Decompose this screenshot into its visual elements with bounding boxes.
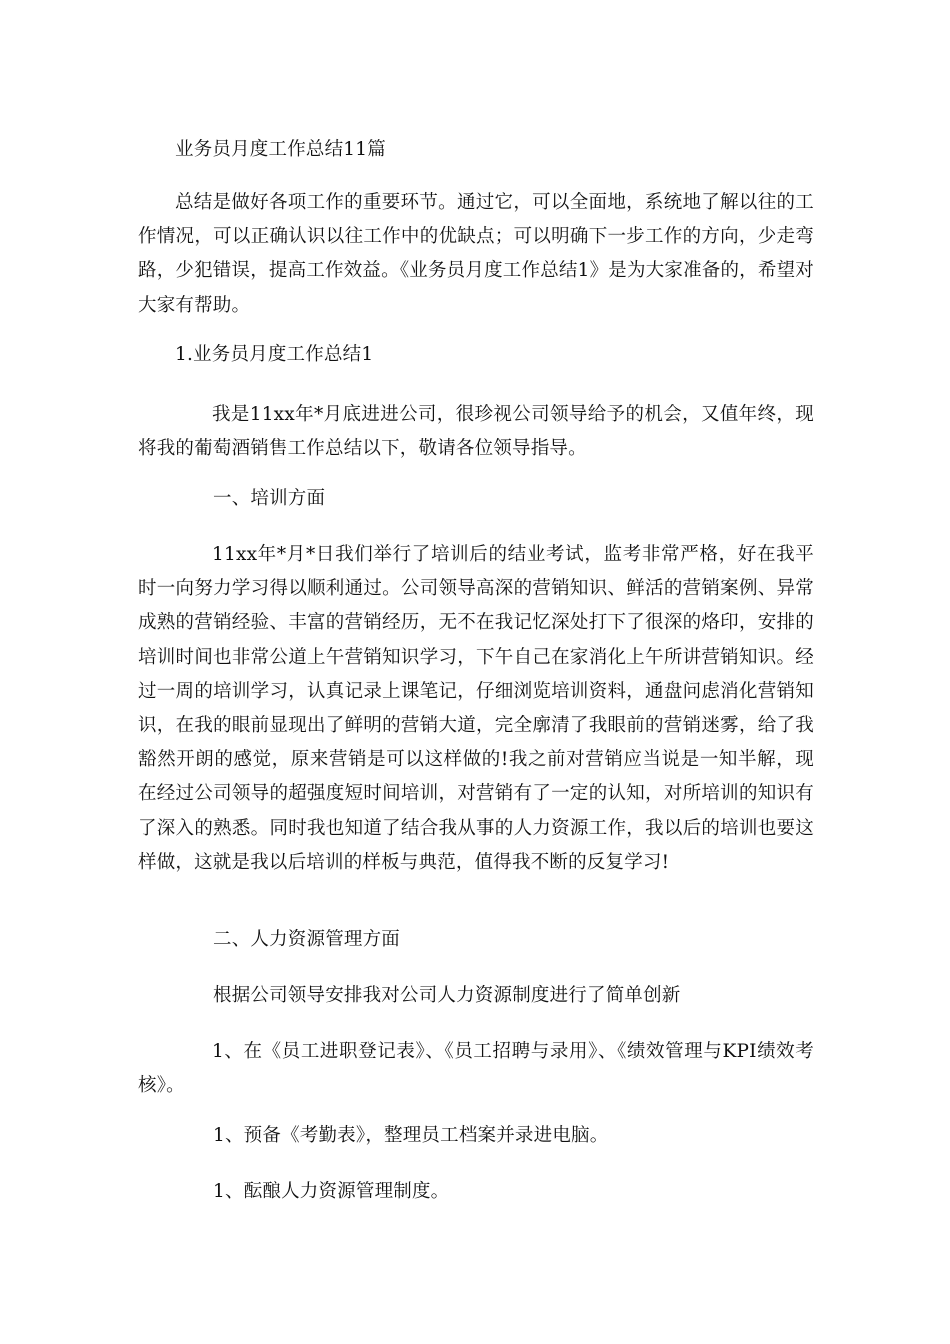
section-heading-1: 1.业务员月度工作总结1 (175, 344, 374, 365)
training-paragraph: 11xx年*月*日我们举行了培训后的结业考试，监考非常严格，好在我平时一向努力学习得以顺利通过。公司领导高深的营销知识、鲜活的营销案例、异常成熟的营销经验、丰富的营销经历，无不在我记忆深处打下了很深的烙印，安排的培训时间也非常公道上午营销知识学习，下午自己在家消化上午所讲营销知识。经过一周的培训学习，认真记录上课笔记，仔细浏览培训资料，通盘问虑消化营销知识，在我的眼前显现出了鲜明的营销大道，完全廓清了我眼前的营销迷雾，给了我豁然开朗的感觉，原来营销是可以这样做的!我之前对营销应当说是一知半解，现在经过公司领导的超强度短时间培训，对营销有了一定的认知，对所培训的知识有了深入的熟悉。同时我也知道了结合我从事的人力资源工作，我以后的培训也要这样做，这就是我以后培训的样板与典范，值得我不断的反复学习! (138, 544, 814, 873)
hr-list-item: 1、酝酿人力资源管理制度。 (213, 1181, 450, 1202)
hr-list-item: 1、预备《考勤表》，整理员工档案并录进电脑。 (213, 1125, 609, 1146)
intro-paragraph: 总结是做好各项工作的重要环节。通过它，可以全面地，系统地了解以往的工作情况，可以正确认识以往工作中的优缺点；可以明确下一步工作的方向，少走弯路，少犯错误，提高工作效益。《业务员月度工作总结1》是为大家准备的，希望对大家有帮助。 (138, 192, 814, 316)
document-title: 业务员月度工作总结11篇 (175, 139, 386, 160)
training-heading: 一、培训方面 (213, 488, 326, 509)
section-opening-paragraph: 我是11xx年*月底进进公司，很珍视公司领导给予的机会，又值年终，现将我的葡萄酒销售工作总结以下，敬请各位领导指导。 (138, 404, 814, 460)
hr-list-item: 1、在《员工进职登记表》、《员工招聘与录用》、《绩效管理与KPI绩效考核》。 (138, 1041, 814, 1097)
hr-intro: 根据公司领导安排我对公司人力资源制度进行了简单创新 (213, 985, 681, 1006)
hr-heading: 二、人力资源管理方面 (213, 929, 401, 950)
